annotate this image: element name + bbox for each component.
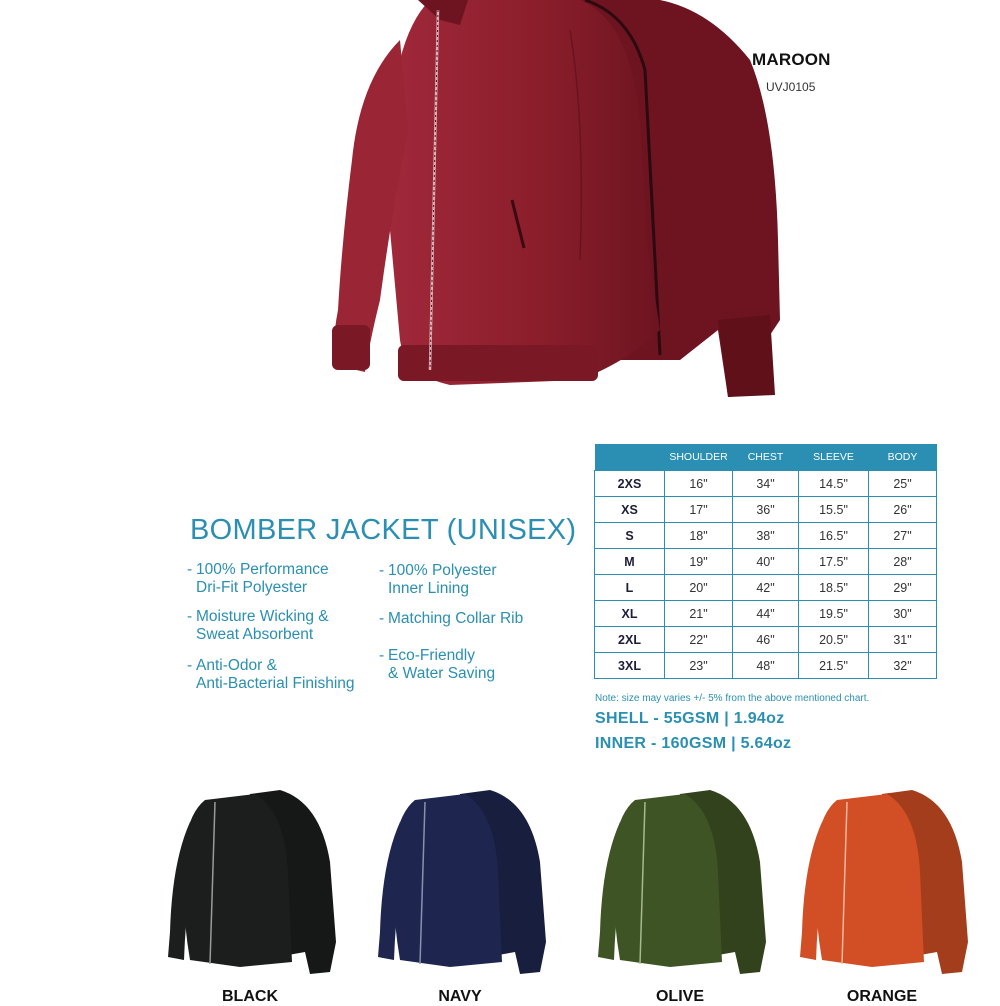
measure-cell: 46" [733,627,799,653]
measure-cell: 21" [665,601,733,627]
measure-cell: 30" [869,601,937,627]
measure-cell: 18.5" [799,575,869,601]
black-jacket-image [160,782,340,982]
size-chart-table [594,444,937,679]
variant-label: NAVY [438,988,482,1005]
navy-jacket-image [370,782,550,982]
table-row [595,523,937,549]
size-chart-header [595,444,937,471]
table-row [595,575,937,601]
variant-olive [590,782,770,1005]
shell-spec: SHELL - 55GSM | 1.94oz [595,710,785,727]
size-cell: 3XL [595,653,665,679]
jacket-front [613,794,722,967]
measure-cell: 44" [733,601,799,627]
variant-navy [370,782,550,1005]
table-row [595,497,937,523]
header-cell [595,444,665,471]
measure-cell: 40" [733,549,799,575]
measure-cell: 26" [869,497,937,523]
size-note: Note: size may varies +/- 5% from the above mentioned chart. [595,693,870,704]
header-cell: SHOULDER [665,444,733,471]
measure-cell: 16" [665,471,733,497]
measure-cell: 25" [869,471,937,497]
measure-cell: 36" [733,497,799,523]
inner-spec: INNER - 160GSM | 5.64oz [595,735,792,752]
hero-color-name: MAROON [752,50,831,69]
measure-cell: 17.5" [799,549,869,575]
measure-cell: 42" [733,575,799,601]
measure-cell: 20" [665,575,733,601]
measure-cell: 15.5" [799,497,869,523]
size-cell: M [595,549,665,575]
feature-item: - Anti-Odor & Anti-Bacterial Finishing [187,657,355,692]
feature-item: - Moisture Wicking & Sweat Absorbent [187,608,329,643]
jacket-front [393,794,502,967]
measure-cell: 16.5" [799,523,869,549]
size-cell: 2XL [595,627,665,653]
size-cell: 2XS [595,471,665,497]
size-cell: L [595,575,665,601]
measure-cell: 18" [665,523,733,549]
table-row [595,471,937,497]
feature-item: - 100% Performance Dri-Fit Polyester [187,561,329,596]
measure-cell: 19" [665,549,733,575]
variant-label: BLACK [222,988,278,1005]
size-cell: XL [595,601,665,627]
measure-cell: 23" [665,653,733,679]
table-row [595,549,937,575]
measure-cell: 32" [869,653,937,679]
size-cell: XS [595,497,665,523]
size-cell: S [595,523,665,549]
variant-label: OLIVE [655,988,704,1005]
olive-jacket-image [590,782,770,982]
feature-item: - Matching Collar Rib [379,610,524,627]
header-cell: BODY [869,444,937,471]
measure-cell: 20.5" [799,627,869,653]
measure-cell: 17" [665,497,733,523]
table-row [595,653,937,679]
measure-cell: 28" [869,549,937,575]
measure-cell: 22" [665,627,733,653]
table-row [595,601,937,627]
feature-item: - Eco-Friendly & Water Saving [379,647,496,682]
header-cell: SLEEVE [799,444,869,471]
maroon-jacket-image [330,0,790,410]
variant-label: ORANGE [846,988,918,1005]
measure-cell: 27" [869,523,937,549]
jacket-front [815,794,924,967]
measure-cell: 29" [869,575,937,601]
orange-jacket-image [792,782,972,982]
jacket-front [183,794,292,967]
measure-cell: 38" [733,523,799,549]
variant-orange [792,782,972,1005]
feature-item: - 100% Polyester Inner Lining [379,562,497,597]
measure-cell: 31" [869,627,937,653]
measure-cell: 19.5" [799,601,869,627]
measure-cell: 21.5" [799,653,869,679]
measure-cell: 14.5" [799,471,869,497]
variant-black [160,782,340,1005]
product-title: BOMBER JACKET (UNISEX) [190,514,577,546]
measure-cell: 34" [733,471,799,497]
table-row [595,627,937,653]
measure-cell: 48" [733,653,799,679]
header-cell: CHEST [733,444,799,471]
hero-sku: UVJ0105 [766,80,816,94]
